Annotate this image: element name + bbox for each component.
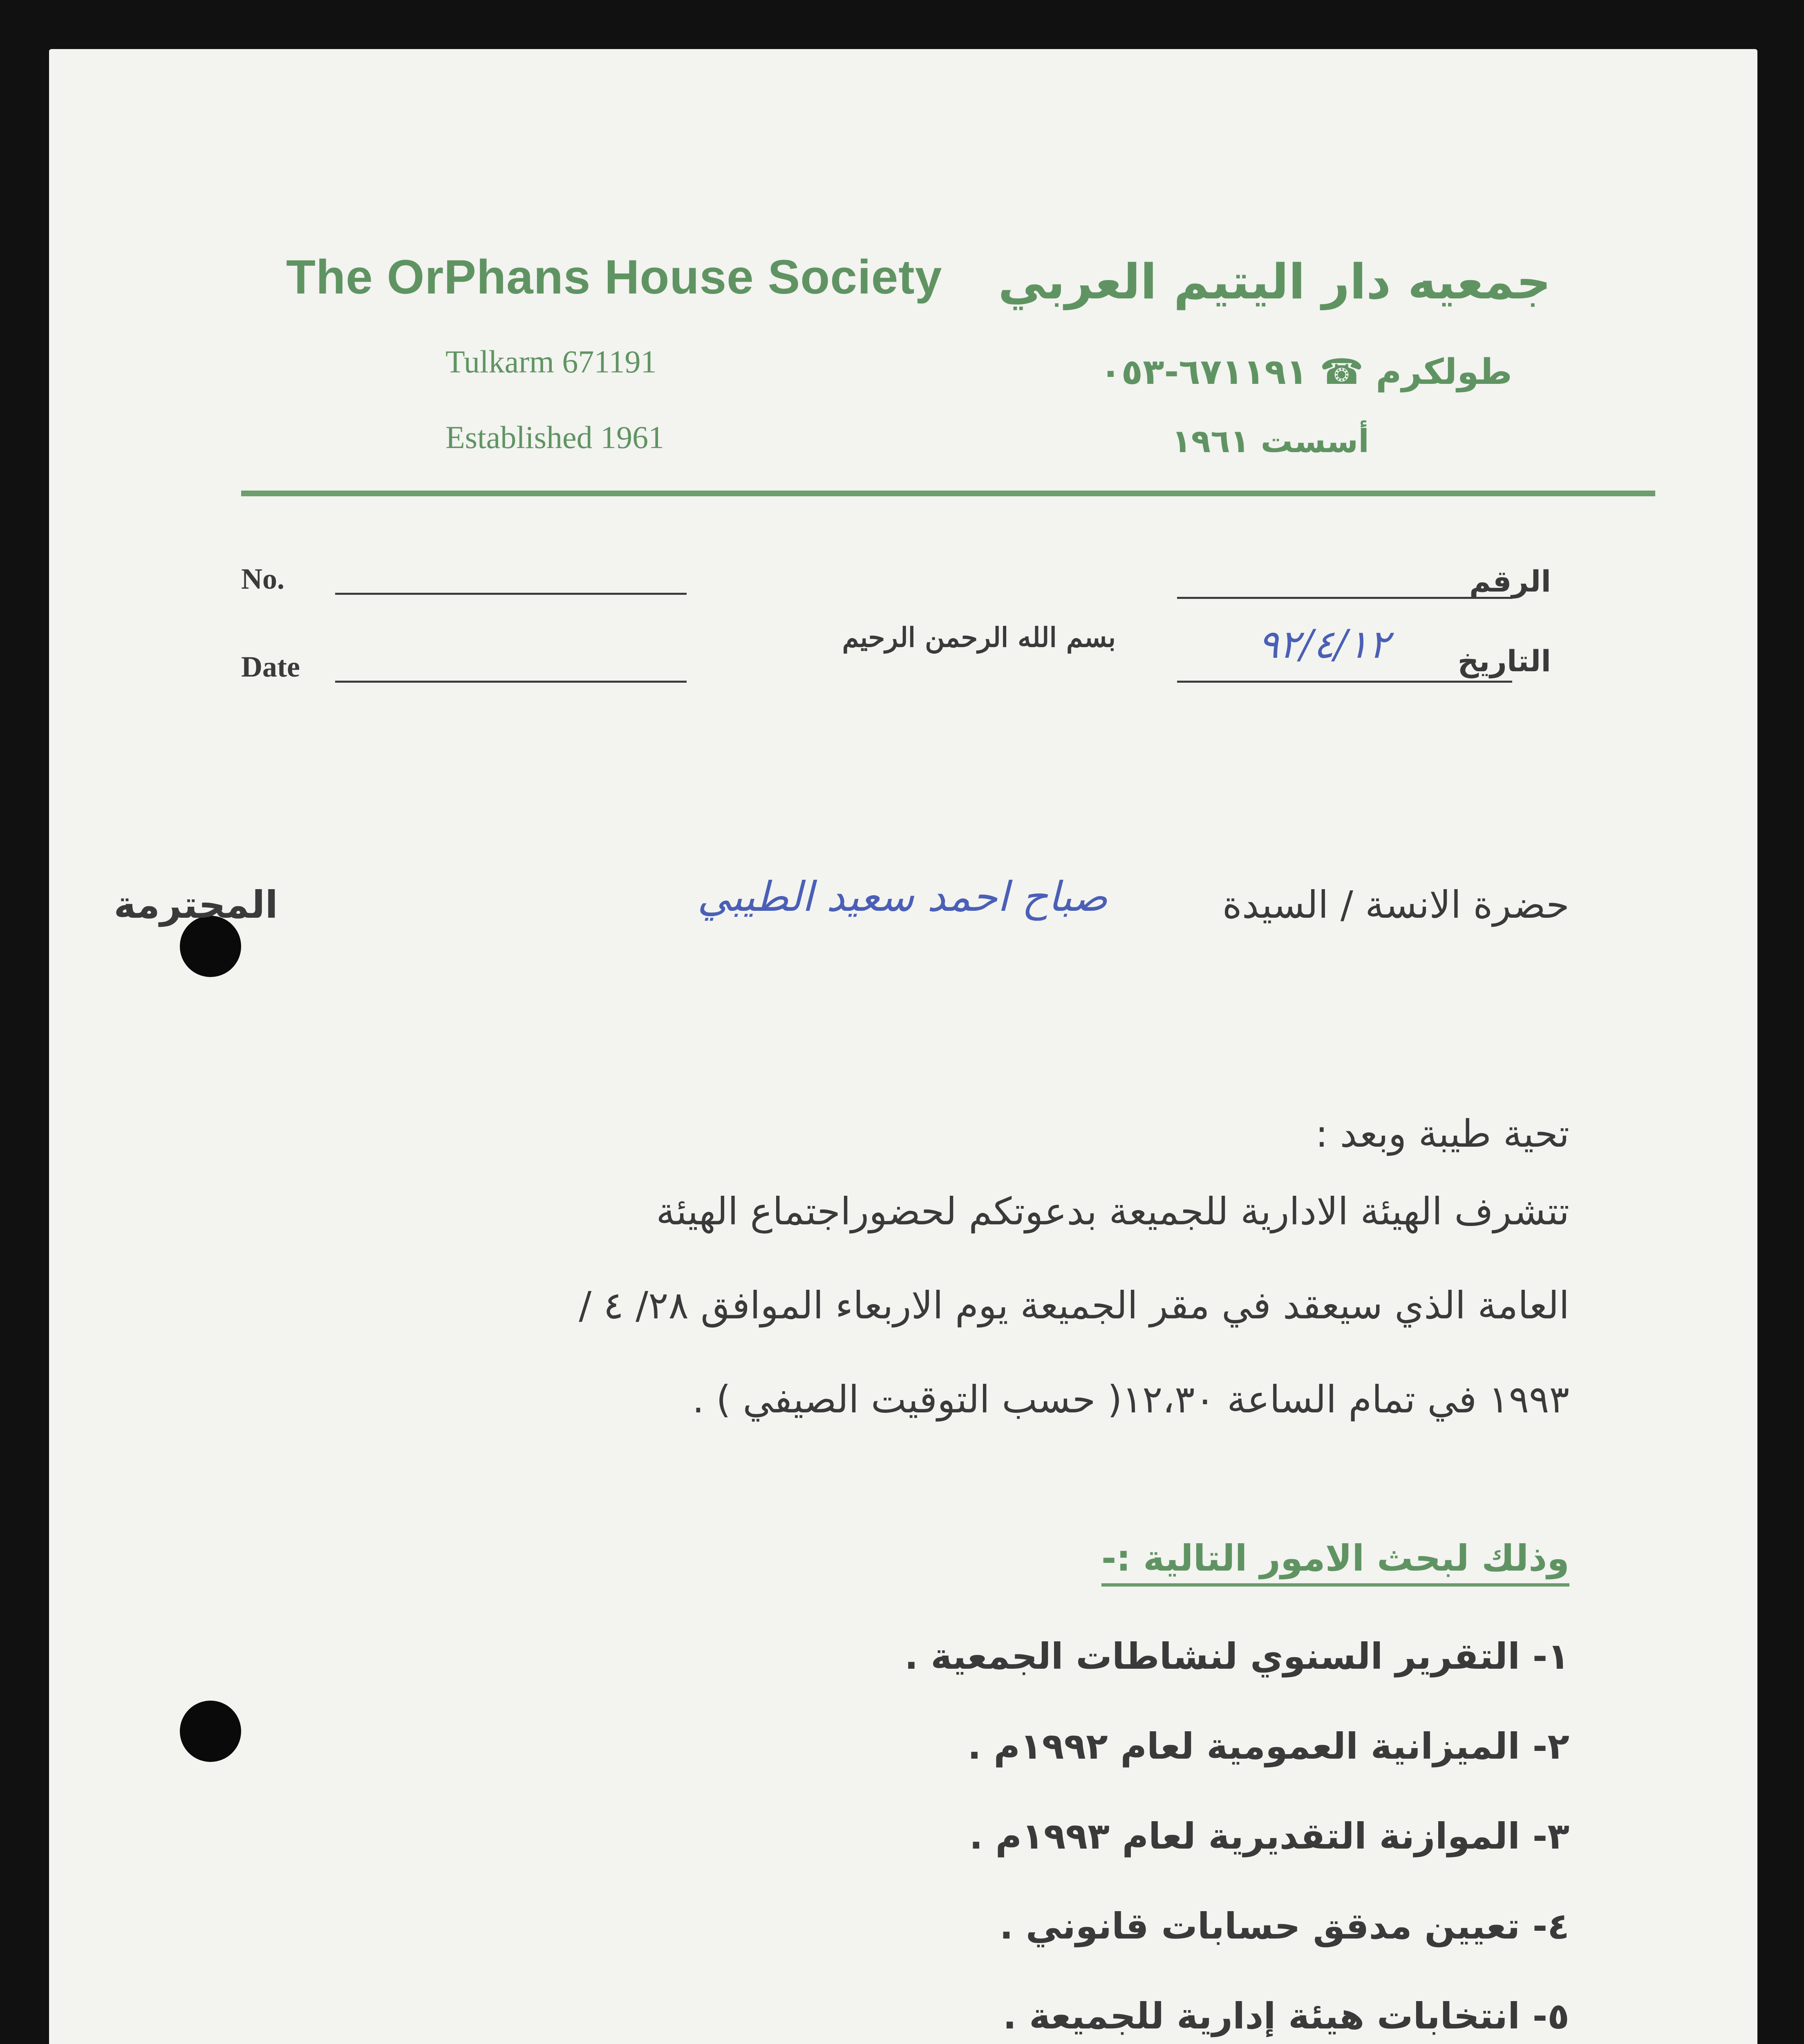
society-name-ar: جمعيه دار اليتيم العربي [998,253,1551,310]
letter-page [49,49,1757,2044]
society-established-ar: أسست ١٩٦١ [1172,423,1369,460]
society-established-en: Established 1961 [445,419,665,455]
body-line-1: تتشرف الهيئة الادارية للجميعة بدعوتكم لحضوراجتماع الهيئة [656,1190,1569,1233]
society-phone-en: Tulkarm 671191 [445,344,657,379]
agenda-item: ١- التقرير السنوي لنشاطات الجمعية . [904,1635,1569,1677]
number-label-en: No. [241,563,284,595]
number-line-ar [1177,597,1512,599]
date-line-ar [1177,681,1512,683]
date-line-en [335,681,687,683]
letterhead-divider [241,491,1655,496]
date-label-ar: التاريخ [1457,644,1551,678]
addressee-salutation: حضرة الانسة / السيدة [1222,883,1569,927]
addressee-honorific: المحترمة [114,883,278,927]
basmala: بسم الله الرحمن الرحيم [842,621,1116,653]
greeting: تحية طيبة وبعد : [1315,1112,1569,1156]
society-phone-ar: طولكرم ☎ ٦٧١١٩١-٠٥٣ [1100,352,1512,392]
agenda-item: ٥- انتخابات هيئة إدارية للجميعة . [1003,1995,1569,2037]
number-label-ar: الرقم [1469,564,1551,598]
agenda-item: ٢- الميزانية العمومية لعام ١٩٩٢م . [967,1725,1569,1767]
body-line-3: ١٩٩٣ في تمام الساعة ١٢،٣٠( حسب التوقيت الصيفي ) . [692,1378,1569,1421]
agenda-heading: وذلك لبحث الامور التالية :- [1101,1537,1569,1587]
handwritten-date: ٩٢/٤/١٢ [1258,621,1390,667]
body-line-2: العامة الذي سيعقد في مقر الجميعة يوم الاربعاء الموافق ٢٨/ ٤ / [579,1284,1569,1327]
date-label-en: Date [241,650,300,683]
society-name-en: The OrPhans House Society [286,250,942,304]
punch-hole [180,1701,241,1762]
agenda-item: ٤- تعيين مدقق حسابات قانوني . [999,1905,1569,1947]
addressee-name-handwritten: صباح احمد سعيد الطيبي [697,873,1108,921]
agenda-item: ٣- الموازنة التقديرية لعام ١٩٩٣م . [969,1815,1569,1857]
number-line-en [335,593,687,595]
